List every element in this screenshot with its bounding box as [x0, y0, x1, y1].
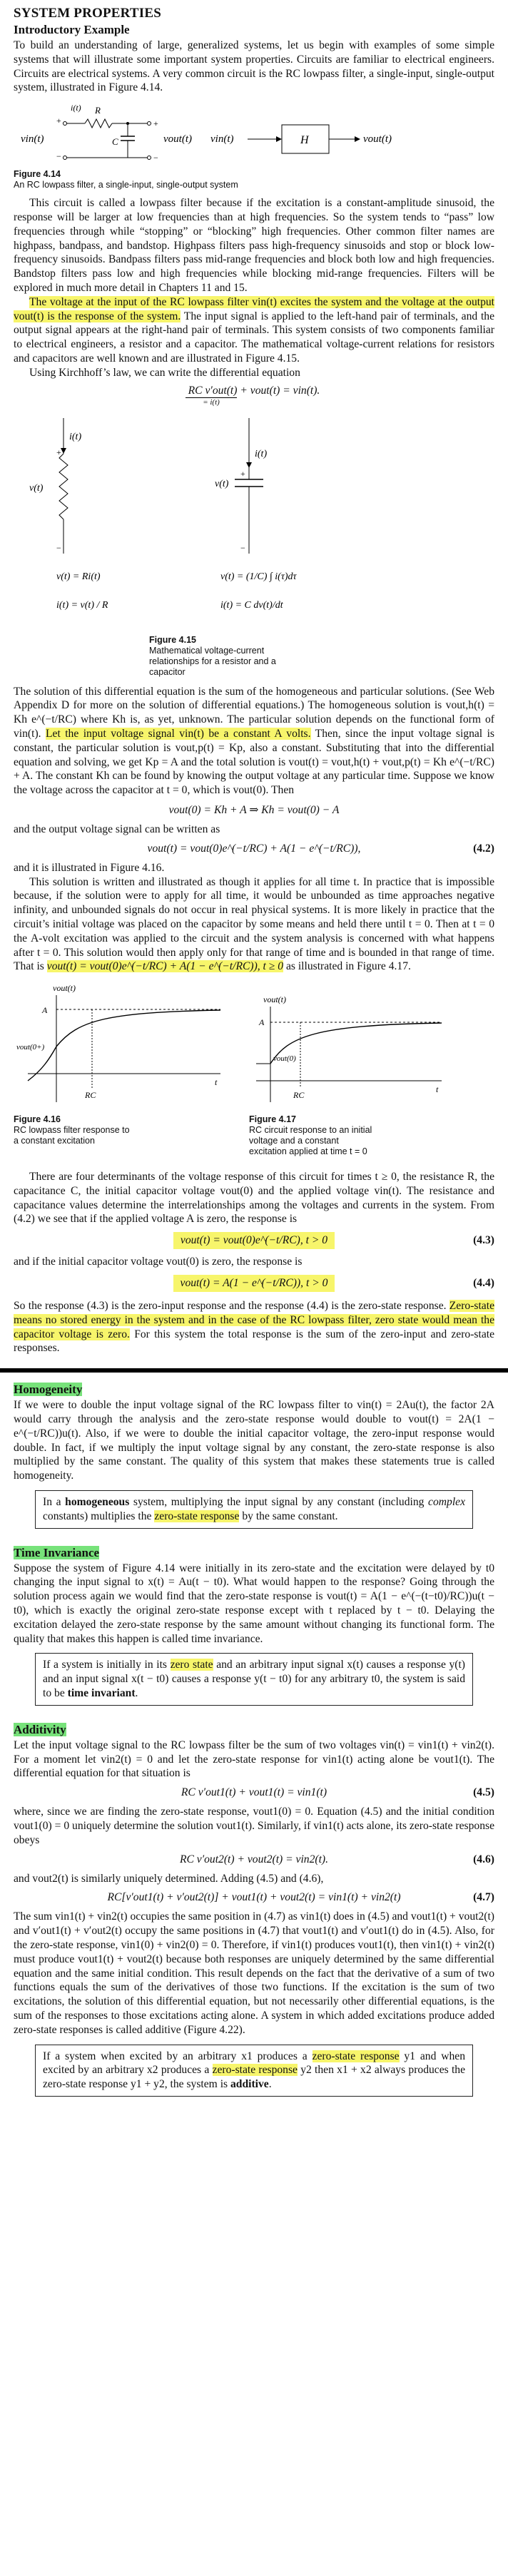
paragraph-time-invariance: Suppose the system of Figure 4.14 were initially in its zero-state and the excitation were delayed by t0 changing the input signal to x(t) = Au(t − t0). What would happen to the response? Going through the solution process again we would find that the zero-state response is vout(t) = A(1 − e^(−(t−t0)/RC))u(t − t0), which is exactly the original zero-state response except with t replaced by t − t0. Delaying the excitation delayed the zero-state response by the same amount without changing its functional form. The quality that makes this happen is called time invariance.: [14, 1562, 494, 1645]
vin-label: vin(t): [21, 133, 44, 146]
caption-title: Figure 4.15: [149, 634, 196, 645]
i-label: i(t): [71, 103, 81, 113]
highlight-zero-state-response-1: zero-state response: [312, 2050, 400, 2062]
equation-number: (4.7): [473, 1891, 494, 1904]
highlight-zero-state-response-2: zero-state response: [212, 2064, 298, 2077]
equation-kh-text: vout(0) = Kh + A ⇒ Kh = vout(0) − A: [168, 803, 340, 816]
figure-4-17: [249, 981, 449, 1163]
definition-box-homogeneity: In a homogeneous system, multiplying the input signal by any constant (including complex constants) multiplies the zero-state response by the same constant.: [35, 1490, 473, 1529]
section-heading-additivity: [14, 1723, 494, 1737]
heading-text: Time Invariance: [14, 1545, 100, 1559]
equation-4-2: [14, 842, 494, 855]
paragraph-solution-1a: The solution of this differential equation is the sum of the homogeneous and particular solutions. (See Web Appendix D for more on the solution of differential equations.) The homogeneous solution is vout,h(t) = Kh e^(−t/RC) where Kh is, as yet, unknown. The particular solution depends on the functional form of vin(t).: [14, 685, 494, 740]
rc-circuit-diagram: [21, 101, 477, 166]
highlight-zero-state: zero state: [170, 1659, 213, 1671]
chart-4-17: [249, 981, 449, 1109]
i-label-resistor: i(t): [69, 431, 82, 442]
paragraph-determinants-3a: So the response (4.3) is the zero-input response and the response (4.4) is the zero-state response.: [14, 1300, 449, 1313]
caption-text: An RC lowpass filter, a single-input, single-output system: [14, 180, 238, 190]
equation-4-5: [14, 1786, 494, 1799]
paragraph-intro-4: Using Kirchhoff’s law, we can write the differential equation: [29, 366, 300, 379]
paragraph-additivity-4: The sum vin1(t) + vin2(t) occupies the same position in (4.7) as vin1(t) does in (4.5) and vout1(t) + vout2(t) and v′out1(t) + v′out2(t) occupy the same positions in (4.7) that vout1(t) and v′out1(t) do in (4.5). Also, for the zero-state response, vin1(0) + vin2(0) = 0. Therefore, if vin1(t) produces vout1(t), then vin1(t) + vin2(t) must produce vout1(t) + vout2(t) because both responses are uniquely determined by the same differential equation and the same initial condition. This result depends on the fact that the derivative of a sum of two functions equals the sum of the derivatives of those two functions. If the excitation is the sum of two excitations, the solution of this differential equation, but not necessarily other differential equations, is the sum of the responses to those excitations acting alone. A system in which added excitations produce added zero-state responses is called additive (Figure 4.22).: [14, 1910, 494, 2036]
resistor-icon: [59, 454, 68, 519]
equation-kirchhoff: [14, 385, 494, 407]
highlight-bounded-solution: vout(t) = vout(0)e^(−t/RC) + A(1 − e^(−t/RC)), t ≥ 0: [46, 960, 284, 973]
paragraph-solution-4a: This solution is written and illustrated as though it applies for all time t. In practice that is impossible because, if the solution were to apply for all time, it would be unbounded as time approaches negative infinity, and unbounded signals do not occur in real physical systems. It is more likely in practice that the circuit’s initial voltage was placed on the capacitor by some means and held there until t = 0. Then at t = 0 the A-volt excitation was applied to the circuit and the system analysis is concerned with what happens after t = 0. This solution would then apply only for that range of time and is bounded in that range of time. That is: [14, 875, 494, 973]
heading-text: Additivity: [14, 1722, 66, 1736]
r-label: R: [95, 105, 101, 116]
svg-text:+: +: [56, 447, 61, 457]
paragraph-solution-3: and it is illustrated in Figure 4.16.: [14, 861, 165, 874]
equation-4-4: [14, 1275, 494, 1292]
equation-kirchhoff-text: RC v′out(t) + vout(t) = vin(t).: [188, 384, 320, 397]
definition-box-additivity: If a system when excited by an arbitrary x1 produces a zero-state response y1 and when excited by an arbitrary x2 produces a zero-state response y2 then x1 + x2 always produces the zero-state response y1 + y2, the system is additive.: [35, 2045, 473, 2097]
paragraph-homogeneity: If we were to double the input voltage signal of the RC lowpass filter to vin(t) = 2Au(t), the factor 2A would carry through the analysis and the zero-state response would double to vout(t) = 2A(1 − e^(−t/RC))u(t). Also, if we were to double the initial capacitor voltage, the zero-input response would double. In fact, if we multiply the input voltage signal by any constant, the zero-state response is also multiplied by the same constant. The quality of this system that makes these statements true is called homogeneity.: [14, 1399, 494, 1482]
svg-text:−: −: [56, 542, 61, 553]
minus-sign: −: [56, 151, 61, 162]
caption-title: Figure 4.14: [14, 169, 61, 180]
a-label: A: [42, 1005, 48, 1016]
equation-4-2-text: vout(t) = vout(0)e^(−t/RC) + A(1 − e^(−t/RC)),: [147, 842, 361, 855]
plus-sign: +: [56, 116, 61, 126]
figure-4-17-caption: [249, 1114, 449, 1157]
paragraph-intro-3-rest: The input signal is applied to the left-hand pair of terminals, and the output signal appears at the right-hand pair of terminals. This system consists of two components familiar to electrical engineers, a resistor and a capacitor. The mathematical voltage-current relations for resistors and capacitors are well known and are illustrated in Figure 4.15.: [14, 310, 495, 365]
caption-title: Figure 4.17: [249, 1114, 296, 1125]
highlight-zero-state: Zero-state means no stored energy in the system and in the case of the RC lowpass filter, zero state would mean the capacitor voltage is zero.: [14, 1300, 494, 1340]
term-additive: additive: [230, 2078, 269, 2091]
equation-4-4-text: vout(t) = A(1 − e^(−t/RC)), t > 0: [173, 1275, 335, 1292]
equation-number: (4.2): [473, 842, 494, 855]
paragraph-solution-1: [14, 685, 494, 798]
equation-number: (4.3): [473, 1234, 494, 1247]
resistor-capacitor-relations: [28, 411, 385, 632]
heading-text: Homogeneity: [14, 1383, 83, 1397]
h-label: H: [300, 134, 309, 147]
equation-kirchhoff-underbrace: = i(t): [186, 397, 237, 407]
c-label: C: [112, 136, 118, 148]
caption-text: RC circuit response to an initial voltage and a constant excitation applied at time t = 0: [249, 1125, 372, 1157]
v0-label: vout(0): [273, 1054, 296, 1064]
vin-label-2: vin(t): [210, 133, 234, 146]
equation-4-7-text: RC[v′out1(t) + v′out2(t)] + vout1(t) + vout2(t) = vin1(t) + vin2(t): [107, 1891, 401, 1904]
a-label: A: [259, 1017, 265, 1028]
svg-text:−: −: [153, 153, 158, 163]
resistor-icon: [85, 119, 112, 128]
svg-text:+: +: [153, 118, 158, 129]
v-label-capacitor: v(t): [215, 478, 229, 489]
figure-4-15-caption: [149, 635, 494, 678]
eq-resistor-1: v(t) = Ri(t): [56, 571, 101, 582]
equation-number: (4.4): [473, 1277, 494, 1290]
figure-4-16-caption: [14, 1114, 228, 1146]
t-label: t: [436, 1084, 439, 1095]
equation-number: (4.5): [473, 1786, 494, 1799]
section-heading-time-invariance: [14, 1546, 494, 1560]
t-label: t: [215, 1077, 218, 1088]
paragraph-intro-3: [14, 295, 494, 366]
figure-4-14: [21, 101, 494, 166]
ylabel: vout(t): [53, 983, 76, 994]
equation-4-5-text: RC v′out1(t) + vout1(t) = vin1(t): [181, 1786, 327, 1799]
svg-text:+: +: [240, 468, 245, 479]
paragraph-additivity-1: Let the input voltage signal to the RC lowpass filter be the sum of two voltages vin(t) = vin1(t) + vin2(t). For a moment let vin2(t) = 0 and let the zero-state response for vin1(t) acting alone be vout1(t). The differential equation for that situation is: [14, 1738, 494, 1780]
paragraph-determinants-3: [14, 1299, 494, 1355]
definition-box-time-invariance: If a system is initially in its zero state and an arbitrary input signal x(t) causes a response y(t) and an input signal x(t − t0) causes a response y(t − t0) for any arbitrary t0, the system is said to be time invariant.: [35, 1653, 473, 1705]
chart-4-16: [14, 981, 228, 1109]
section-heading-homogeneity: [14, 1383, 494, 1397]
equation-4-3: [14, 1232, 494, 1249]
caption-title: Figure 4.16: [14, 1114, 61, 1125]
caption-text: Mathematical voltage-current relationships for a resistor and a capacitor: [149, 645, 276, 677]
figure-4-14-caption: [14, 169, 494, 190]
paragraph-intro-1: To build an understanding of large, generalized systems, let us begin with examples of some simple systems that will illustrate some important system properties. Circuits are familiar to electrical engineers. Circuits are electrical systems. A very common circuit is the RC lowpass filter, a single-input, single-output system, illustrated in Figure 4.14.: [14, 39, 494, 94]
vout-label: vout(t): [163, 133, 192, 146]
equation-number: (4.6): [473, 1853, 494, 1865]
eq-capacitor-1: v(t) = (1/C) ∫ i(τ)dτ: [220, 571, 297, 582]
highlight-excitation: The voltage at the input of the RC lowpass filter vin(t) excites the system and the voltage at the output vout(t) is the response of the system.: [14, 295, 494, 322]
eq-capacitor-2: i(t) = C dv(t)/dt: [220, 599, 283, 611]
paragraph-solution-1b: Then, since the input voltage signal is constant, the particular solution is vout,p(t) = Kp, also a constant. Substituting that into the differential equation and solving, we get Kp = A and the total solution is vout(t) = vout,h(t) + vout,p(t) = Kh e^(−t/RC) + A. The constant Kh can be found by knowing the output voltage at any particular time. Suppose we know the voltage across the capacitor at t = 0, which is vout(0). Then: [14, 727, 494, 797]
paragraph-additivity-3: and vout2(t) is similarly uniquely determined. Adding (4.5) and (4.6),: [14, 1872, 324, 1885]
vout-label-2: vout(t): [363, 133, 392, 146]
paragraph-determinants-2: and if the initial capacitor voltage vout(0) is zero, the response is: [14, 1256, 303, 1268]
response-curve: [270, 1023, 442, 1064]
highlight-zero-state-response: zero-state response: [154, 1510, 240, 1522]
equation-4-6: [14, 1853, 494, 1866]
paragraph-determinants-1: There are four determinants of the voltage response of this circuit for times t ≥ 0, the resistance R, the capacitance C, the initial capacitor voltage vout(0) and the applied voltage vin(t). The resistance and capacitance values determine the interrelationships among the voltages and currents in the system. From (4.2) we see that if the applied voltage A is zero, the response is: [14, 1171, 494, 1226]
v0-label: vout(0+): [16, 1043, 45, 1052]
paragraph-determinants-3b: For this system the total response is the sum of the zero-input and zero-state responses.: [14, 1328, 494, 1355]
page-title: SYSTEM PROPERTIES: [14, 6, 162, 21]
highlight-constant-input: Let the input voltage signal vin(t) be a constant A volts.: [46, 727, 311, 740]
eq-resistor-2: i(t) = v(t) / R: [56, 599, 108, 611]
equation-kh: [14, 803, 494, 817]
figures-4-16-4-17: [14, 981, 494, 1163]
paragraph-solution-4b: as illustrated in Figure 4.17.: [283, 960, 411, 973]
paragraph-solution-2: and the output voltage signal can be written as: [14, 823, 220, 835]
v-label-resistor: v(t): [29, 482, 44, 494]
equation-4-6-text: RC v′out2(t) + vout2(t) = vin2(t).: [179, 1853, 329, 1865]
equation-4-7: [14, 1891, 494, 1904]
term-homogeneous: homogeneous: [65, 1496, 130, 1509]
paragraph-intro-2: This circuit is called a lowpass filter because if the excitation is a constant-amplitude sinusoid, the response will be larger at low frequencies than at high frequencies. So the system tends to “pass” low frequencies through while “stopping” or “blocking” high frequencies. Other common filter names are highpass, bandpass, and bandstop. Highpass filters pass high-frequency sinusoids and stop or block low-frequency sinusoids. Bandpass filters pass mid-range frequencies and block both low and high frequencies. Bandstop filters pass low and high frequencies while blocking mid-range frequencies. Filters will be explored in much more detail in Chapters 11 and 15.: [14, 197, 494, 294]
svg-text:−: −: [240, 542, 245, 553]
figure-4-15: [28, 411, 494, 632]
paragraph-additivity-2: where, since we are finding the zero-state response, vout1(0) = 0. Equation (4.5) and the initial condition vout1(0) = 0 uniquely determine the solution vout1(t). Similarly, if vin1(t) acts alone, its zero-state response obeys: [14, 1806, 494, 1846]
caption-text: RC lowpass filter response to a constant excitation: [14, 1125, 130, 1146]
figure-4-16: [14, 981, 228, 1163]
i-label-capacitor: i(t): [255, 448, 268, 459]
term-time-invariant: time invariant: [67, 1687, 136, 1700]
paragraph-solution-4: [14, 875, 494, 974]
rc-label: RC: [293, 1090, 305, 1101]
section-divider: [0, 1368, 508, 1373]
section-heading-intro: Introductory Example: [14, 23, 130, 36]
ylabel: vout(t): [263, 994, 286, 1005]
rc-label: RC: [85, 1090, 96, 1101]
equation-4-3-text: vout(t) = vout(0)e^(−t/RC), t > 0: [173, 1232, 335, 1249]
